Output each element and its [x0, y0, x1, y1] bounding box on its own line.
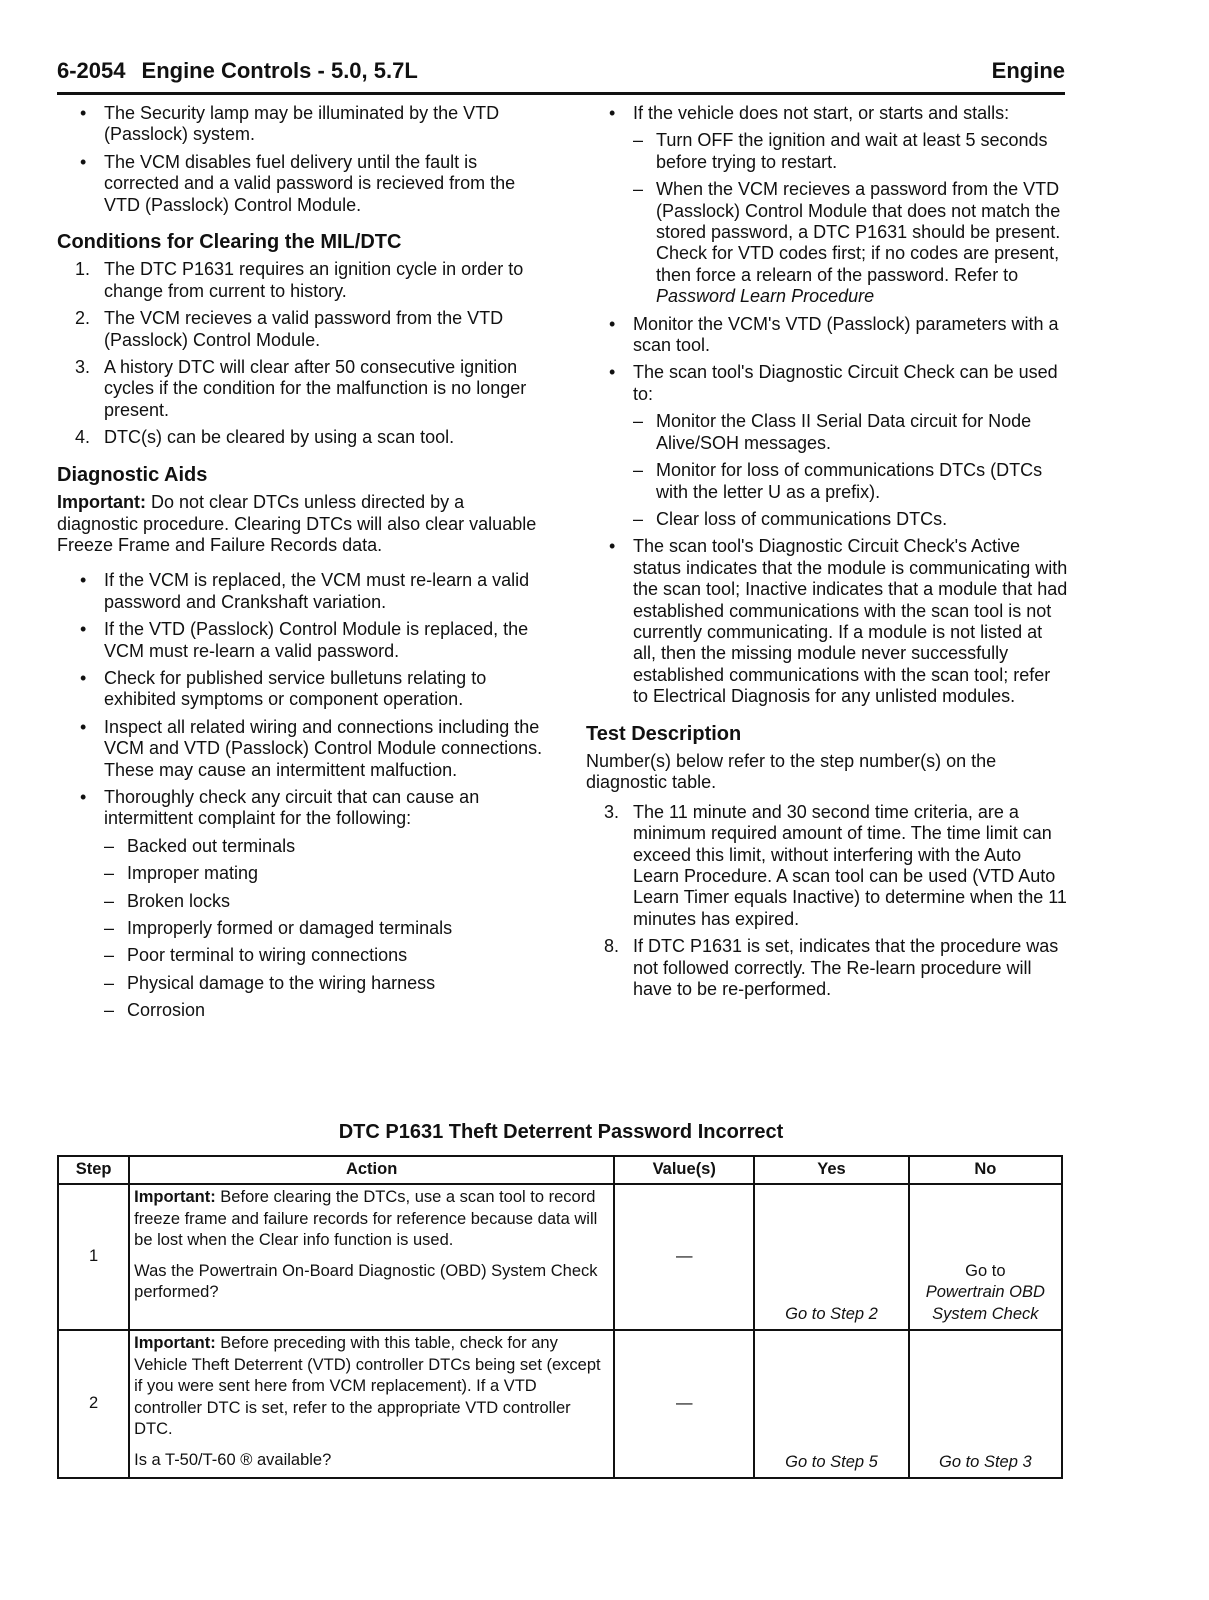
list-item — [57, 308, 547, 351]
item-text: The 11 minute and 30 second time criteria, are a minimum required amount of time. The time limit can exceed this limit, without interfering with the Auto Learn Procedure. A scan tool can be used (VTD Auto Learn Timer equals Inactive) to determine when the 11 minutes has expired. — [633, 801, 1067, 929]
important-note — [57, 492, 547, 556]
yes-cell: Go to Step 5 — [754, 1330, 908, 1478]
list-item: • If the vehicle does not start, or starts and stalls: — [586, 103, 1070, 124]
yes-cell: Go to Step 2 — [754, 1184, 908, 1330]
item-text: When the VCM recieves a password from the VTD (Passlock) Control Module that does not match the stored password, a DTC P1631 should be present. Check for VTD codes first; if no codes are present, then force a relearn of the password. Refer to — [656, 179, 1061, 285]
step-cell: 2 — [58, 1330, 129, 1478]
page-number: 6-2054 — [57, 58, 126, 83]
clearing-heading: Conditions for Clearing the MIL/DTC — [57, 231, 402, 254]
column-header-yes: Yes — [754, 1156, 908, 1184]
action-cell — [129, 1184, 614, 1330]
table-row — [58, 1330, 1062, 1478]
test-intro: Number(s) below refer to the step number(s) on the diagnostic table. — [586, 750, 997, 793]
list-item: • Inspect all related wiring and connections including the VCM and VTD (Passlock) Control Module connections. These may cause an intermittent malfuction. — [57, 717, 547, 781]
important-label: Important: — [57, 492, 146, 513]
item-number: 2. — [75, 308, 91, 329]
item-number: 1. — [75, 259, 91, 280]
no-reference: Powertrain OBD System Check — [925, 1283, 1045, 1323]
value-cell: — — [614, 1184, 754, 1330]
left-column — [57, 103, 547, 1028]
list-item: • Thoroughly check any circuit that can cause an intermittent complaint for the following: — [57, 787, 547, 830]
list-item: • The scan tool's Diagnostic Circuit Check can be used to: — [586, 362, 1070, 405]
important-label: Important: — [134, 1188, 216, 1206]
list-item: • If the VTD (Passlock) Control Module is replaced, the VCM must re-learn a valid password. — [57, 619, 547, 662]
list-item: – Clear loss of communications DTCs. — [586, 509, 1070, 530]
item-text: If DTC P1631 is set, indicates that the procedure was not followed correctly. The Re-learn procedure will have to be re-performed. — [633, 936, 1059, 1000]
list-item — [586, 179, 1070, 307]
important-text: Do not clear DTCs unless directed by a diagnostic procedure. Clearing DTCs will also clear valuable Freeze Frame and Failure Records data. — [57, 492, 537, 555]
item-text: The DTC P1631 requires an ignition cycle in order to change from current to history. — [104, 259, 524, 301]
table-header-row — [58, 1156, 1062, 1184]
list-item: • Monitor the VCM's VTD (Passlock) parameters with a scan tool. — [586, 314, 1070, 357]
list-item: – Corrosion — [57, 1000, 547, 1021]
password-learn-reference: Password Learn Procedure — [656, 286, 875, 307]
list-item: – Backed out terminals — [57, 836, 547, 857]
list-item — [57, 427, 547, 448]
list-item: – Physical damage to the wiring harness — [57, 973, 547, 994]
list-item: – Turn OFF the ignition and wait at least 5 seconds before trying to restart. — [586, 130, 1070, 173]
list-item: • The scan tool's Diagnostic Circuit Check's Active status indicates that the module is communicating with the scan tool; Inactive indicates that a module that had established communications with the scan tool is not currently communicating. If a module is not listed at all, then the missing module never successfully established communications with the scan tool; refer to Electrical Diagnosis for any unlisted modules. — [586, 536, 1070, 707]
action-cell — [129, 1330, 614, 1478]
section-name: Engine — [991, 58, 1065, 83]
column-header-values: Value(s) — [614, 1156, 754, 1184]
test-description-heading: Test Description — [586, 722, 742, 745]
value-cell: — — [614, 1330, 754, 1478]
item-number: 3. — [75, 357, 91, 378]
header-divider — [57, 92, 1065, 95]
item-text: The VCM recieves a valid password from the VTD (Passlock) Control Module. — [104, 308, 504, 350]
item-number: 4. — [75, 427, 91, 448]
page-title: Engine Controls - 5.0, 5.7L — [141, 58, 418, 83]
item-text: A history DTC will clear after 50 consecutive ignition cycles if the condition for the malfunction is no longer present. — [104, 357, 527, 420]
item-text: DTC(s) can be cleared by using a scan tool. — [104, 427, 455, 448]
list-item: – Improperly formed or damaged terminals — [57, 918, 547, 939]
list-item: • If the VCM is replaced, the VCM must re-learn a valid password and Crankshaft variation. — [57, 570, 547, 613]
important-text: Before clearing the DTCs, use a scan tool to record freeze frame and failure records for reference because data will be lost when the Clear info function is used. — [134, 1188, 598, 1249]
step-cell: 1 — [58, 1184, 129, 1330]
step-question: Is a T-50/T-60 ® available? — [134, 1450, 332, 1469]
column-header-step: Step — [58, 1156, 129, 1184]
list-item — [586, 936, 1070, 1000]
important-text: Before preceding with this table, check for any Vehicle Theft Deterrent (VTD) controller DTCs being set (except if you were sent here from VCM replacement). If a VTD controller DTC is set, refer to the appropriate VTD controller DTC. — [134, 1334, 601, 1438]
list-item: – Monitor for loss of communications DTCs (DTCs with the letter U as a prefix). — [586, 460, 1070, 503]
item-number: 3. — [604, 801, 620, 822]
column-header-action: Action — [129, 1156, 614, 1184]
list-item — [57, 259, 547, 302]
list-item: – Broken locks — [57, 891, 547, 912]
no-goto: Go to — [965, 1261, 1006, 1280]
no-cell: Go to Step 3 — [909, 1330, 1062, 1478]
list-item — [57, 357, 547, 421]
list-item: • The Security lamp may be illuminated by the VTD (Passlock) system. — [57, 103, 547, 146]
step-question: Was the Powertrain On-Board Diagnostic (OBD) System Check performed? — [134, 1261, 598, 1301]
table-row — [58, 1184, 1062, 1330]
list-item: – Improper mating — [57, 863, 547, 884]
item-number: 8. — [604, 936, 620, 957]
page-header — [57, 58, 1065, 88]
list-item: • Check for published service bulletuns relating to exhibited symptoms or component operation. — [57, 668, 547, 711]
no-cell — [909, 1184, 1062, 1330]
right-column — [586, 103, 1070, 1006]
list-item: • The VCM disables fuel delivery until the fault is corrected and a valid password is recieved from the VTD (Passlock) Control Module. — [57, 152, 547, 216]
diagnostic-table — [57, 1155, 1063, 1479]
column-header-no: No — [909, 1156, 1062, 1184]
diagnostic-aids-heading: Diagnostic Aids — [57, 463, 208, 486]
list-item: – Monitor the Class II Serial Data circuit for Node Alive/SOH messages. — [586, 411, 1070, 454]
important-label: Important: — [134, 1334, 216, 1352]
list-item — [586, 802, 1070, 930]
list-item: – Poor terminal to wiring connections — [57, 945, 547, 966]
table-title: DTC P1631 Theft Deterrent Password Incorrect — [338, 1121, 784, 1143]
